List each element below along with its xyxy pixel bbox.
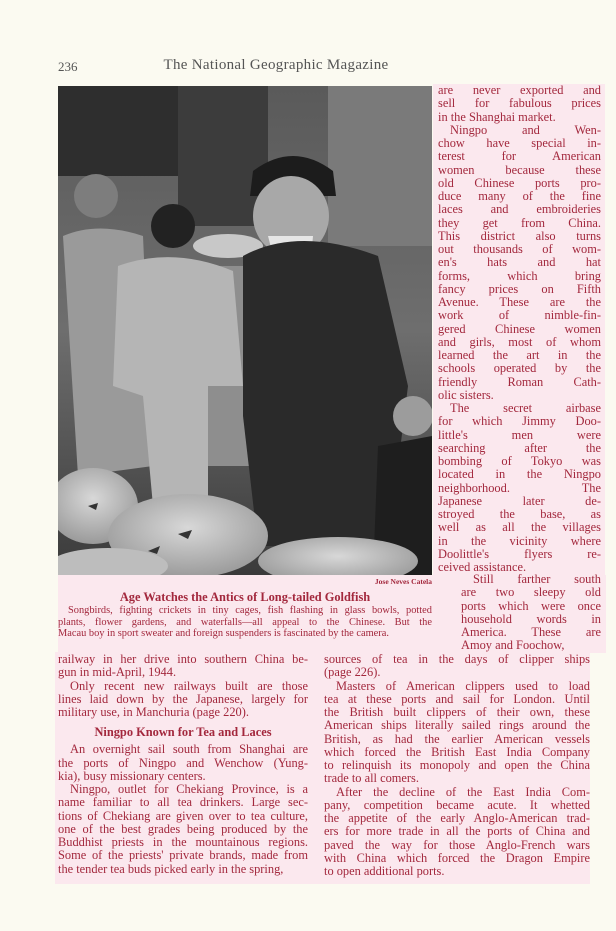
photo-credit: Jose Neves Catela	[374, 577, 432, 586]
text-line: name familiar to all tea drinkers. Large sec-	[58, 795, 308, 810]
text-line: gun in mid-April, 1944.	[58, 665, 177, 680]
text-line: lines laid down by the Japanese, largely for	[58, 691, 308, 706]
text-line: sources of tea in the days of clipper ships	[324, 652, 590, 666]
caption-text	[58, 605, 432, 640]
text-line: railway in her drive into southern China be-	[58, 652, 308, 666]
text-line: old Chinese ports pro-	[438, 175, 601, 190]
right-column-text	[438, 84, 601, 574]
text-line: Amoy and Foochow,	[461, 638, 565, 653]
text-line: gered Chinese women	[438, 321, 601, 336]
text-line: ports which were once	[461, 598, 601, 613]
text-line: America. These are	[461, 625, 601, 639]
text-line: with China which forced the Dragon Empire	[324, 850, 590, 865]
text-line: An overnight sail south from Shanghai are	[70, 742, 308, 757]
text-line: work of nimble-fin-	[438, 308, 601, 323]
text-line: are two sleepy old	[461, 585, 601, 600]
text-line: After the decline of the East India Com-	[336, 784, 590, 799]
text-line: neighborhood. The	[438, 480, 601, 495]
text-line: tea at these ports and sail for London. Until	[324, 691, 590, 706]
bottom-right-column	[324, 653, 590, 878]
text-line: American ships literally sailed rings around the	[324, 718, 590, 733]
text-line: stroyed the base, as	[438, 507, 601, 521]
photo-goldfish-market	[58, 86, 432, 575]
caption-line: plants, flower gardens, and waterfalls—all appeal to the Chinese. But the	[58, 616, 432, 628]
text-line: out thousands of wom-	[438, 242, 601, 256]
text-line: This district also turns	[438, 228, 601, 243]
text-line: (page 226).	[324, 665, 381, 680]
right-column-continuation	[461, 573, 601, 653]
text-line: and girls, most of whom	[438, 334, 601, 349]
text-line: friendly Roman Cath-	[438, 374, 601, 389]
text-line: searching after the	[438, 440, 601, 455]
text-line: ers for more trade in all the ports of China and	[324, 824, 590, 839]
text-line: fancy prices on Fifth	[438, 281, 601, 296]
text-line: terest for American	[438, 149, 601, 164]
text-line: en's hats and hat	[438, 255, 601, 270]
text-line: Still farther south	[473, 572, 601, 586]
text-line: they get from China.	[438, 215, 601, 230]
bottom-left-column	[58, 653, 308, 876]
page-number: 236	[58, 59, 78, 74]
photo-illustration	[58, 86, 432, 575]
text-line: kia), busy missionary centers.	[58, 768, 206, 783]
text-line: Buddhist priests in the mountainous regions.	[58, 835, 308, 849]
text-line: Avenue. These are the	[438, 295, 601, 309]
text-line: to open additional ports.	[324, 864, 445, 878]
text-line: bombing of Tokyo was	[438, 454, 601, 468]
text-line: well as all the villages	[438, 520, 601, 535]
text-line: Doolittle's flyers re-	[438, 546, 601, 561]
text-line: Ningpo and Wen-	[450, 122, 601, 137]
text-line: The secret airbase	[450, 401, 601, 415]
text-line: located in the Ningpo	[438, 467, 601, 482]
text-line: for which Jimmy Doo-	[438, 414, 601, 429]
text-line: duce many of the fine	[438, 189, 601, 203]
text-line: forms, which bring	[438, 268, 601, 283]
text-line: the British built clippers of their own, these	[324, 705, 590, 719]
text-line: one of the best grades being produced by the	[58, 821, 308, 836]
text-line: sell for fabulous prices	[438, 96, 601, 111]
text-line: in the vicinity where	[438, 533, 601, 548]
text-line: women because these	[438, 162, 601, 177]
text-line: pany, competition became acute. It whetted	[324, 797, 590, 812]
text-line: to relinquish its monopoly and open the China	[324, 758, 590, 772]
text-line: are never exported and	[438, 83, 601, 97]
text-line: military use, in Manchuria (page 220).	[58, 705, 249, 719]
text-line: trade to all comers.	[324, 771, 419, 786]
text-line: little's men were	[438, 427, 601, 442]
caption-line: Macau boy in sport sweater and foreign suspenders is fascinated by the camera.	[58, 628, 389, 639]
running-header-title: The National Geographic Magazine	[163, 57, 389, 73]
text-line: laces and embroideries	[438, 202, 601, 217]
text-line: British, as had the earlier American vessels	[324, 731, 590, 746]
text-line: the ports of Ningpo and Wenchow (Yung-	[58, 755, 308, 770]
text-line: learned the art in the	[438, 348, 601, 362]
text-line: household words in	[461, 611, 601, 626]
text-line: schools operated by the	[438, 361, 601, 376]
text-line: Ningpo, outlet for Chekiang Province, is a	[70, 782, 308, 796]
text-line: olic sisters.	[438, 387, 494, 402]
text-line: chow have special in-	[438, 136, 601, 150]
text-line: Masters of American clippers used to load	[336, 678, 590, 693]
text-line: tions of Chekiang are given over to tea culture,	[58, 808, 308, 823]
text-line: which forced the British East India Company	[324, 744, 590, 759]
text-line: the appetite of the early Anglo-American trad-	[324, 811, 590, 825]
text-line: paved the way for those Anglo-French wars	[324, 837, 590, 852]
text-line: ceived assistance.	[438, 560, 527, 574]
text-line: the tender tea buds picked early in the spring,	[58, 861, 284, 876]
text-line: Japanese later de-	[438, 493, 601, 508]
caption-title: Age Watches the Antics of Long-tailed Goldfish	[119, 590, 371, 604]
text-line: in the Shanghai market.	[438, 109, 556, 124]
caption-line: Songbirds, fighting crickets in tiny cages, fish flashing in glass bowls, potted	[68, 605, 432, 616]
text-line: Only recent new railways built are those	[70, 678, 308, 693]
section-heading: Ningpo Known for Tea and Laces	[94, 725, 272, 740]
text-line: Some of the priests' private brands, made from	[58, 848, 308, 863]
